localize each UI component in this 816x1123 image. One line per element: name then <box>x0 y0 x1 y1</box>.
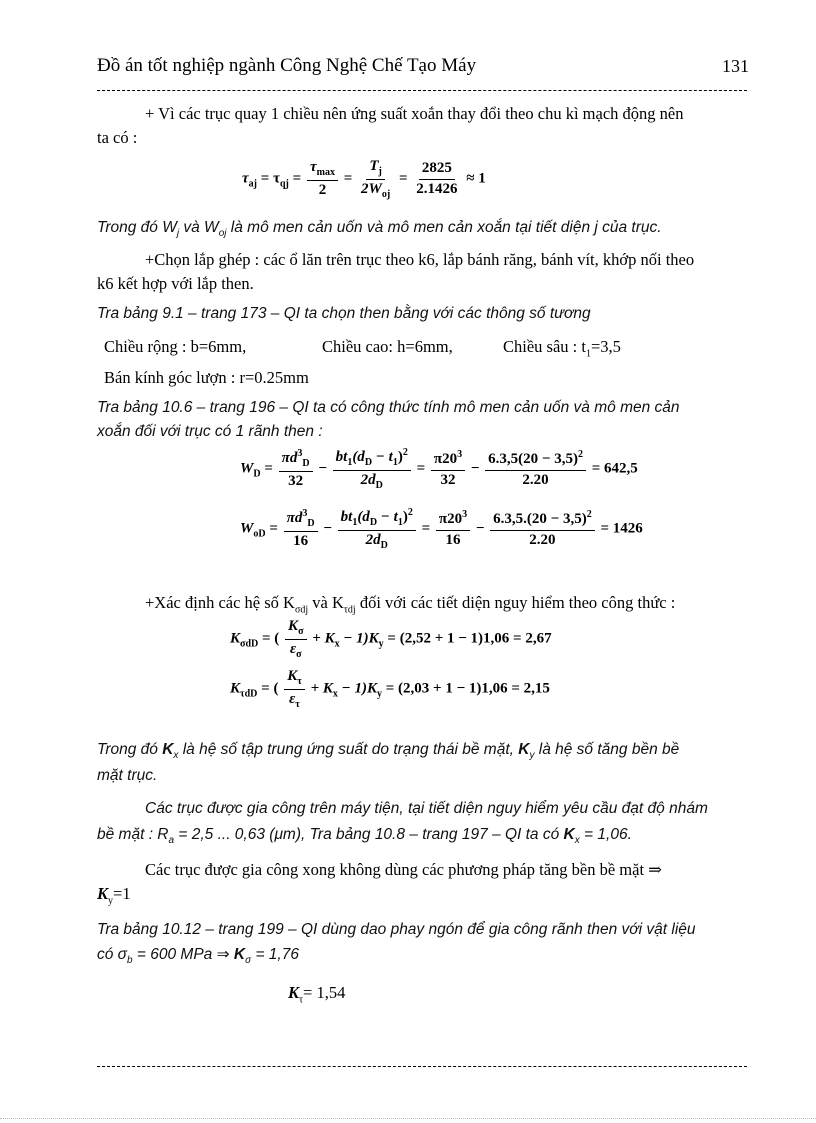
reference-table-10-6-line2: xoắn đối với trục có 1 rãnh then : <box>97 423 323 440</box>
paragraph-k-coefficients: +Xác định các hệ số $K_{\sigma dj}$ và $K_{\tau dj}$ đối với các tiết diện nguy hiểm theo công thức : <box>145 593 676 616</box>
note-roughness-line2: bề mặt : $R_a = 2,5$ ... 0,63 (μm), Tra bảng 10.8 – trang 197 – QI ta có $K_x = 1,06$. <box>97 826 632 847</box>
fillet-radius: Bán kính góc lượn : r=0.25mm <box>104 368 309 387</box>
paragraph-torsion-line1: + Vì các trục quay 1 chiều nên ứng suất xoắn thay đổi theo chu kì mạch động nên <box>145 104 684 123</box>
page-edge <box>0 1118 816 1119</box>
reference-table-9-1: Tra bảng 9.1 – trang 173 – QI ta chọn then bằng với các thông số tương <box>97 305 591 322</box>
paragraph-fit-line2: k6 kết hợp với lắp then. <box>97 274 254 293</box>
note-kx-ky-line2: mặt trục. <box>97 767 158 784</box>
note-kx-ky-line1: Trong đó $K_x$ là hệ số tập trung ứng suất do trạng thái bề mặt, $K_y$ là hệ số tăng bền bề <box>97 741 680 762</box>
reference-table-10-12-line1: Tra bảng 10.12 – trang 199 – QI dùng dao phay ngón để gia công rãnh then với vật liệu <box>97 921 696 938</box>
paragraph-no-hardening: Các trục được gia công xong không dùng các phương pháp tăng bền bề mặt ⇒ <box>145 860 662 879</box>
equation-k-sigma: $K_{\sigma dD}$ = ( $\frac{K_\sigma}{\varepsilon_\sigma}$ + $K_x - 1)K_y = (2,52 + 1 - 1)1,06 = 2,67$ <box>230 618 552 660</box>
page-number: 131 <box>722 56 749 76</box>
paragraph-fit-line1: +Chọn lắp ghép : các ổ lăn trên trục theo k6, lắp bánh răng, bánh vít, khớp nối theo <box>145 250 695 269</box>
ktau-value: $K_\tau= 1,54$ <box>288 983 346 1006</box>
reference-table-10-6-line1: Tra bảng 10.6 – trang 196 – QI ta có công thức tính mô men cản uốn và mô men cản <box>97 399 680 416</box>
key-height: Chiều cao: h=6mm, <box>322 337 453 356</box>
note-wj-definition: Trong đó $W_j$ và $W_{oj}$ là mô men cản uốn và mô men cản xoắn tại tiết diện j của trục. <box>97 219 662 240</box>
equation-k-tau: $K_{\tau dD}$ = ( $\frac{K_\tau}{\varepsilon_\tau}$ + $K_x - 1)K_y = (2,03 + 1 - 1)1,06 = 2,15$ <box>230 668 550 710</box>
paragraph-torsion-line2: ta có : <box>97 128 138 147</box>
footer-divider <box>97 1066 747 1067</box>
equation-wd: $W_D$ = $\frac{\pi d^3_D}{32}$ − $\frac{bt_1(d_D - t_1)^2}{2d_D}$ = $\frac{\pi 20^3}{32}$ − $\frac{6.3,5(20 - 3,5)^2}{2.20}$ = 642,5 <box>240 447 638 491</box>
reference-table-10-12-line2: có $\sigma_b = 600$ MPa ⇒ $K_\sigma = 1,76$ <box>97 946 299 967</box>
ky-value: $K_y=1$ <box>97 884 131 907</box>
key-depth: Chiều sâu : $t_1=3,5$ <box>503 337 621 360</box>
equation-wod: $W_{oD}$ = $\frac{\pi d^3_D}{16}$ − $\frac{bt_1(d_D - t_1)^2}{2d_D}$ = $\frac{\pi 20^3}{16}$ − $\frac{6.3,5.(20 - 3,5)^2}{2.20}$ = 1426 <box>240 507 643 551</box>
equation-tau: $\tau_{aj} = \tau_{qj}$ = $\frac{\tau_{max}}{2}$ = $\frac{T_j}{2W_{oj}}$ = $\frac{2825}{2.1426}$ ≈ 1 <box>242 158 486 200</box>
note-roughness-line1: Các trục được gia công trên máy tiện, tại tiết diện nguy hiểm yêu cầu đạt độ nhám <box>145 800 708 817</box>
page-header-title: Đồ án tốt nghiệp ngành Công Nghệ Chế Tạo Máy <box>97 55 477 76</box>
key-width: Chiều rộng : b=6mm, <box>104 337 247 356</box>
header-divider <box>97 90 747 91</box>
